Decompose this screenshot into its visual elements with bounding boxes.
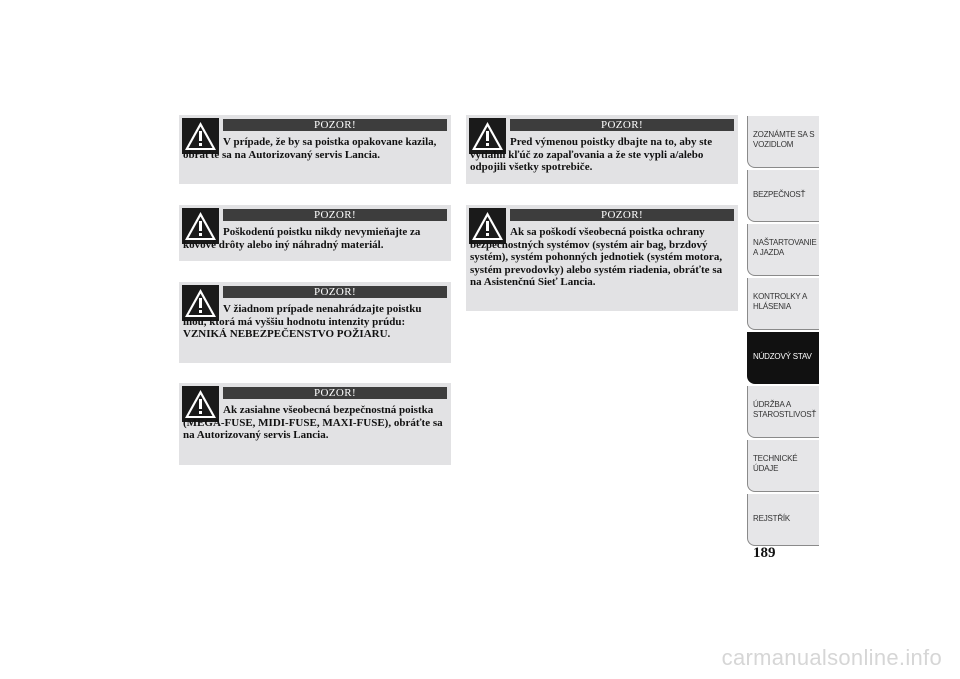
tab-label: NAŠTARTOVANIE A JAZDA [753, 238, 817, 257]
warning-text: V prípade, že by sa poistka opakovane kazila, obráťte sa na Autorizovaný servis Lancia. [183, 136, 437, 161]
warning-header: POZOR! [223, 286, 447, 298]
warning-text: Poškodenú poistku nikdy nevymieňajte za kovové drôty alebo iný náhradný materiál. [183, 226, 421, 251]
warning-text: Ak sa poškodí všeobecná poistka ochrany bezpečnostných systémov (systém air bag, brzdový systém), systém pohonných jednotiek (systém motora, systém prevodovky) alebo systém riadenia, obráťte sa na Asistenčnú Sieť Lancia. [470, 226, 723, 289]
tab-bezpecnost[interactable] [747, 170, 819, 222]
tab-label: TECHNICKÉ ÚDAJE [753, 454, 798, 473]
warning-text: Pred výmenou poistky dbajte na to, aby ste vytiahli kľúč zo zapaľovania a že ste vypli a/alebo odpojili všetky spotrebiče. [470, 136, 713, 174]
tab-label: NÚDZOVÝ STAV [753, 352, 812, 361]
warning-box-6 [466, 205, 738, 311]
page-number: 189 [753, 545, 776, 561]
warning-header: POZOR! [223, 209, 447, 221]
warning-text: Ak zasiahne všeobecná bezpečnostná poistka (MEGA-FUSE, MIDI-FUSE, MAXI-FUSE), obráťte sa na Autorizovaný servis Lancia. [183, 404, 443, 442]
warning-box-5 [466, 115, 738, 184]
tab-label: KONTROLKY A HLÁSENIA [753, 292, 807, 311]
tab-udrzba[interactable] [747, 386, 819, 438]
tab-rejstrik[interactable] [747, 494, 819, 546]
warning-header: POZOR! [223, 119, 447, 131]
tab-nastartovanie[interactable] [747, 224, 819, 276]
tab-label: BEZPEČNOSŤ [753, 190, 806, 199]
watermark: carmanualsonline.info [721, 645, 942, 670]
tab-label: ÚDRŽBA A STAROSTLIVOSŤ [753, 400, 817, 419]
tab-zoznamte-sa[interactable] [747, 116, 819, 168]
warning-box-2 [179, 205, 451, 261]
tab-label: ZOZNÁMTE SA S VOZIDLOM [753, 130, 815, 149]
warning-box-1 [179, 115, 451, 184]
warning-header: POZOR! [510, 119, 734, 131]
warning-header: POZOR! [223, 387, 447, 399]
warning-text: V žiadnom prípade nenahrádzajte poistku inou, ktorá má vyššiu hodnotu intenzity prúdu: VZNIKÁ NEBEZPEČENSTVO POŽIARU. [183, 303, 422, 341]
warning-box-3 [179, 282, 451, 363]
tab-technicke-udaje[interactable] [747, 440, 819, 492]
tab-nudzovy-stav[interactable] [747, 332, 819, 384]
warning-box-4 [179, 383, 451, 465]
warning-header: POZOR! [510, 209, 734, 221]
tab-label: REJSTŘÍK [753, 514, 791, 523]
tab-kontrolky[interactable] [747, 278, 819, 330]
